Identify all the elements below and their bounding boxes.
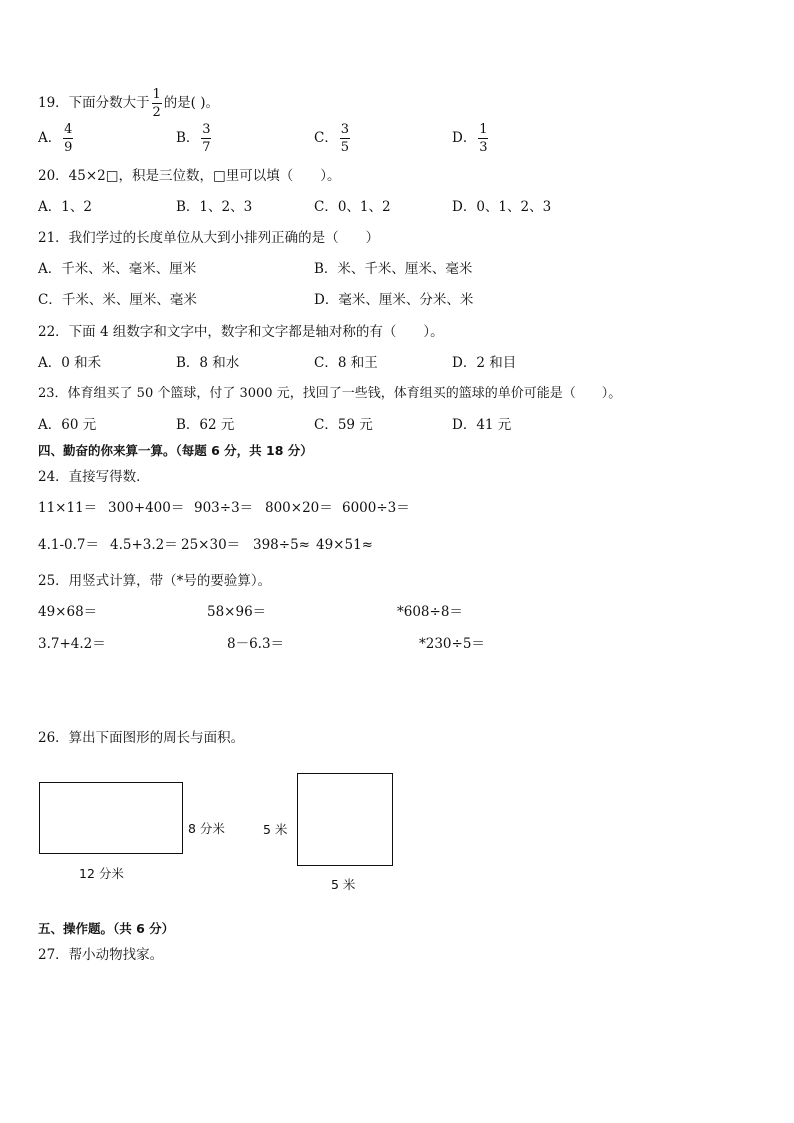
q22-option-a: A．0 和禾 xyxy=(38,355,102,371)
q19-suffix: 的是( )。 xyxy=(163,95,220,111)
q25-item: 3.7+4.2＝ xyxy=(38,636,106,652)
q19-fraction xyxy=(152,87,162,120)
q21-option-a: A．千米、米、毫米、厘米 xyxy=(38,261,197,277)
q21-option-b: B．米、千米、厘米、毫米 xyxy=(314,261,473,277)
rectangle-figure xyxy=(39,782,183,854)
q22-option-c: C．8 和王 xyxy=(314,355,378,371)
q24-item: 4.5+3.2＝ xyxy=(110,537,178,553)
q19-prefix: 19．下面分数大于 xyxy=(38,95,150,111)
q23-option-a: A．60 元 xyxy=(38,417,97,433)
q24-stem: 24．直接写得数． xyxy=(38,469,150,485)
q20-option-a: A．1、2 xyxy=(38,199,92,215)
q25-stem: 25．用竖式计算，带（*号的要验算）。 xyxy=(38,573,272,589)
q23-option-d: D．41 元 xyxy=(452,417,512,433)
section-5-heading: 五、操作题。（共 6 分） xyxy=(38,921,175,936)
q22-stem: 22．下面 4 组数字和文字中，数字和文字都是轴对称的有（ ）。 xyxy=(38,324,444,340)
q27-stem: 27．帮小动物找家。 xyxy=(38,947,164,963)
q24-item: 49×51≈ xyxy=(316,537,373,553)
q20-option-b: B．1、2、3 xyxy=(176,199,253,215)
q25-item: 58×96＝ xyxy=(207,604,267,620)
q23-option-c: C．59 元 xyxy=(314,417,373,433)
q24-item: 11×11＝ xyxy=(38,500,98,516)
q25-item: *608÷8＝ xyxy=(397,604,463,620)
q20-stem: 20．45×2□，积是三位数，□里可以填（ ）。 xyxy=(38,168,341,184)
q21-option-c: C．千米、米、厘米、毫米 xyxy=(38,292,197,308)
square-bottom-label: 5 米 xyxy=(331,877,356,892)
section-4-heading: 四、勤奋的你来算一算。（每题 6 分，共 18 分） xyxy=(38,443,313,458)
q25-item: 8－6.3＝ xyxy=(227,636,285,652)
q26-stem: 26．算出下面图形的周长与面积。 xyxy=(38,730,245,746)
q19-option-c: C． $\frac{3}{5}$ xyxy=(314,122,349,155)
q19-option-b: B． $\frac{3}{7}$ xyxy=(176,122,211,155)
rectangle-width-label: 12 分米 xyxy=(79,866,124,881)
q24-item: 300+400＝ xyxy=(108,500,185,516)
q20-option-c: C．0、1、2 xyxy=(314,199,391,215)
q24-item: 903÷3＝ xyxy=(194,500,254,516)
q19-option-a: A． $\frac{4}{9}$ xyxy=(38,122,73,155)
rectangle-height-label: 8 分米 xyxy=(188,821,225,836)
fraction-numerator: 1 xyxy=(152,87,161,102)
q25-item: *230÷5＝ xyxy=(419,636,485,652)
q24-item: 800×20＝ xyxy=(265,500,333,516)
q21-option-d: D．毫米、厘米、分米、米 xyxy=(314,292,474,308)
q22-option-d: D．2 和目 xyxy=(452,355,517,371)
q20-option-d: D．0、1、2、3 xyxy=(452,199,552,215)
q23-option-b: B．62 元 xyxy=(176,417,235,433)
fraction-denominator: 2 xyxy=(152,105,161,120)
square-figure xyxy=(297,773,393,866)
q23-stem: 23．体育组买了 50 个篮球，付了 3000 元，找回了一些钱，体育组买的篮球的单价可能是（ ）。 xyxy=(38,386,622,401)
q24-item: 4.1-0.7＝ xyxy=(38,537,100,553)
q24-item: 6000÷3＝ xyxy=(342,500,410,516)
q19-option-d: D． $\frac{1}{3}$ xyxy=(452,122,488,155)
q21-stem: 21．我们学过的长度单位从大到小排列正确的是（ ） xyxy=(38,230,380,246)
square-side-label: 5 米 xyxy=(263,822,288,837)
q24-item: 25×30＝ xyxy=(181,537,241,553)
q25-item: 49×68＝ xyxy=(38,604,98,620)
q24-item: 398÷5≈ xyxy=(253,537,310,553)
q22-option-b: B．8 和水 xyxy=(176,355,240,371)
q19-stem xyxy=(38,87,219,120)
